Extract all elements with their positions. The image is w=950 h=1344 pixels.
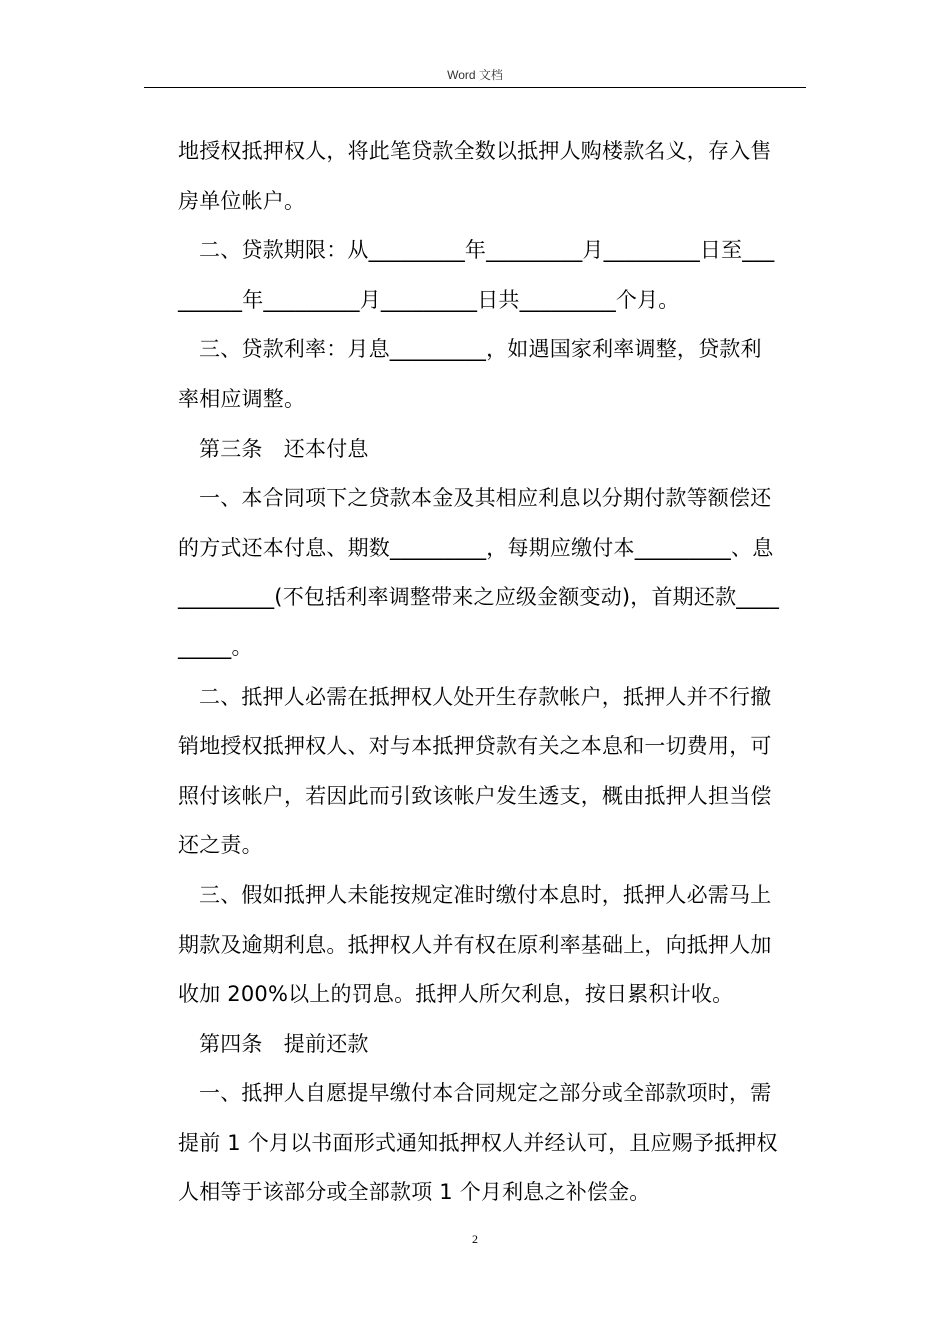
text-line: 三、贷款利率：月息_________，如遇国家利率调整，贷款利	[199, 337, 762, 362]
text-line: 收加 200%以上的罚息。抵押人所欠利息，按日累积计收。	[178, 982, 734, 1007]
section-heading: 第四条 提前还款	[199, 1031, 369, 1056]
text-line: 期款及逾期利息。抵押权人并有权在原利率基础上，向抵押人加	[178, 932, 772, 957]
text-line: 房单位帐户。	[178, 188, 306, 213]
text-line: 一、本合同项下之贷款本金及其相应利息以分期付款等额偿还	[199, 486, 772, 511]
header-divider	[144, 87, 806, 88]
page-number: 2	[472, 1232, 478, 1246]
text-line: 提前 1 个月以书面形式通知抵押权人并经认可，且应赐予抵押权	[178, 1130, 778, 1155]
text-line: 还之责。	[178, 833, 263, 858]
text-line: 地授权抵押权人，将此笔贷款全数以抵押人购楼款名义，存入售	[178, 139, 772, 163]
text-line: 照付该帐户，若因此而引致该帐户发生透支，概由抵押人担当偿	[178, 783, 772, 808]
document-body	[178, 127, 806, 1218]
section-heading: 第三条 还本付息	[199, 436, 369, 461]
text-line: 率相应调整。	[178, 386, 306, 411]
text-line: 三、假如抵押人未能按规定准时缴付本息时，抵押人必需马上	[199, 882, 772, 907]
text-line: 二、贷款期限：从_________年_________月_________日至___	[199, 238, 775, 263]
text-line: ______年_________月_________日共_________个月。	[178, 287, 680, 312]
text-line: 二、抵押人必需在抵押权人处开生存款帐户，抵押人并不行撤	[199, 684, 772, 709]
text-line: 一、抵押人自愿提早缴付本合同规定之部分或全部款项时，需	[199, 1081, 772, 1106]
text-line: _________(不包括利率调整带来之应级金额变动)，首期还款____	[178, 585, 780, 610]
text-line: 销地授权抵押权人、对与本抵押贷款有关之本息和一切费用，可	[178, 734, 772, 759]
text-line: 的方式还本付息、期数_________，每期应缴付本_________、息	[178, 535, 774, 560]
text-line: _____。	[178, 634, 253, 659]
page-header-title: Word 文档	[447, 68, 503, 82]
text-line: 人相等于该部分或全部款项 1 个月利息之补偿金。	[178, 1180, 651, 1205]
